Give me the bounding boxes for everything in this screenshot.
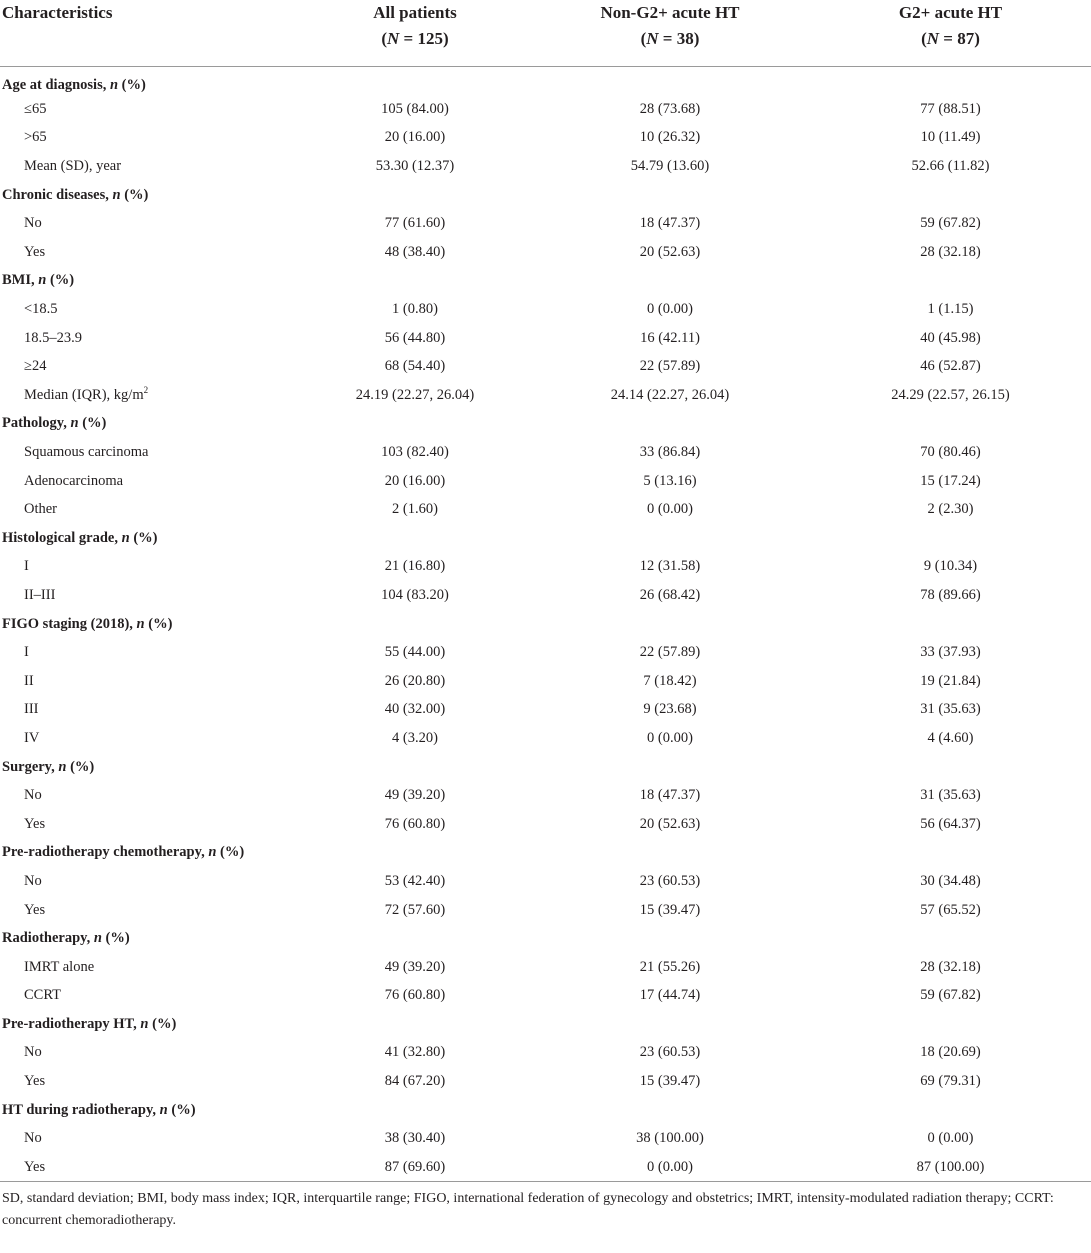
value-cell: 38 (100.00) xyxy=(636,1130,704,1147)
empty-cell xyxy=(810,839,1091,868)
section-row xyxy=(0,267,1091,296)
empty-cell xyxy=(530,67,810,96)
empty-cell xyxy=(810,410,1091,439)
value-cell: 87 (100.00) xyxy=(916,1158,985,1175)
section-heading: Radiotherapy, n (%) xyxy=(2,930,130,947)
section-row xyxy=(0,524,1091,553)
empty-cell xyxy=(300,181,530,210)
empty-cell xyxy=(530,410,810,439)
empty-cell xyxy=(810,524,1091,553)
value-cell: 19 (21.84) xyxy=(920,672,981,689)
table-row xyxy=(0,953,1091,982)
empty-cell xyxy=(530,610,810,639)
value-cell: 33 (37.93) xyxy=(920,644,981,661)
section-row xyxy=(0,924,1091,953)
section-heading: Pathology, n (%) xyxy=(2,415,107,432)
value-cell: 18 (47.37) xyxy=(639,215,701,232)
empty-cell xyxy=(810,1096,1091,1125)
value-cell: 76 (60.80) xyxy=(384,987,446,1004)
row-label: CCRT xyxy=(24,987,62,1004)
section-row xyxy=(0,67,1091,96)
empty-cell xyxy=(530,524,810,553)
empty-cell xyxy=(300,610,530,639)
row-label: Yes xyxy=(24,243,46,260)
row-label: No xyxy=(24,787,42,804)
header-characteristics: Characteristics xyxy=(2,3,113,22)
row-label: ≤65 xyxy=(24,100,47,117)
table-row xyxy=(0,209,1091,238)
header-n: (N = 125) xyxy=(381,29,449,48)
empty-cell xyxy=(810,753,1091,782)
header-g2-acute-ht xyxy=(810,0,1091,67)
value-cell: 54.79 (13.60) xyxy=(630,158,710,175)
table-row xyxy=(0,867,1091,896)
empty-cell xyxy=(300,1010,530,1039)
value-cell: 21 (16.80) xyxy=(384,558,446,575)
table-row xyxy=(0,467,1091,496)
value-cell: 20 (16.00) xyxy=(384,472,446,489)
empty-cell xyxy=(300,267,530,296)
value-cell: 26 (20.80) xyxy=(384,672,446,689)
value-cell: 4 (3.20) xyxy=(392,729,438,746)
section-row xyxy=(0,1096,1091,1125)
value-cell: 15 (17.24) xyxy=(920,472,981,489)
value-cell: 30 (34.48) xyxy=(920,872,981,889)
section-heading: Histological grade, n (%) xyxy=(2,529,158,546)
value-cell: 103 (82.40) xyxy=(381,444,449,461)
value-cell: 20 (52.63) xyxy=(639,243,701,260)
value-cell: 76 (60.80) xyxy=(384,815,446,832)
value-cell: 2 (2.30) xyxy=(927,501,974,518)
row-label: III xyxy=(24,701,39,718)
value-cell: 18 (20.69) xyxy=(920,1044,981,1061)
row-label: I xyxy=(24,558,29,575)
empty-cell xyxy=(530,267,810,296)
section-row xyxy=(0,839,1091,868)
value-cell: 28 (32.18) xyxy=(920,958,981,975)
table-row xyxy=(0,638,1091,667)
row-label: I xyxy=(24,644,29,661)
row-label: No xyxy=(24,1130,42,1147)
row-label: No xyxy=(24,1044,42,1061)
table-row xyxy=(0,324,1091,353)
value-cell: 5 (13.16) xyxy=(643,472,697,489)
table-row xyxy=(0,896,1091,925)
value-cell: 20 (52.63) xyxy=(639,815,701,832)
empty-cell xyxy=(810,610,1091,639)
header-title: All patients xyxy=(373,3,457,22)
table-row xyxy=(0,438,1091,467)
table-row xyxy=(0,352,1091,381)
empty-cell xyxy=(530,181,810,210)
value-cell: 31 (35.63) xyxy=(920,701,981,718)
value-cell: 59 (67.82) xyxy=(920,215,981,232)
empty-cell xyxy=(530,1010,810,1039)
value-cell: 84 (67.20) xyxy=(384,1073,446,1090)
value-cell: 56 (64.37) xyxy=(920,815,981,832)
value-cell: 104 (83.20) xyxy=(381,586,449,603)
table-row xyxy=(0,667,1091,696)
table-row xyxy=(0,982,1091,1011)
empty-cell xyxy=(810,1010,1091,1039)
table-row xyxy=(0,495,1091,524)
empty-cell xyxy=(300,524,530,553)
row-label: II–III xyxy=(24,586,56,603)
value-cell: 23 (60.53) xyxy=(639,1044,701,1061)
value-cell: 24.29 (22.57, 26.15) xyxy=(891,386,1010,403)
empty-cell xyxy=(810,67,1091,96)
value-cell: 41 (32.80) xyxy=(384,1044,446,1061)
empty-cell xyxy=(300,839,530,868)
row-label: Mean (SD), year xyxy=(24,158,122,175)
row-label: II xyxy=(24,672,34,689)
value-cell: 9 (10.34) xyxy=(923,558,978,575)
table-header xyxy=(0,0,1091,67)
value-cell: 0 (0.00) xyxy=(647,301,693,318)
value-cell: 0 (0.00) xyxy=(647,501,693,518)
value-cell: 16 (42.11) xyxy=(640,329,700,346)
section-row xyxy=(0,610,1091,639)
section-heading: FIGO staging (2018), n (%) xyxy=(2,615,173,632)
empty-cell xyxy=(300,410,530,439)
row-label: Yes xyxy=(24,1158,46,1175)
value-cell: 70 (80.46) xyxy=(920,444,981,461)
value-cell: 46 (52.87) xyxy=(920,358,981,375)
section-heading: HT during radiotherapy, n (%) xyxy=(2,1101,196,1118)
value-cell: 105 (84.00) xyxy=(381,100,449,117)
row-label: No xyxy=(24,872,42,889)
value-cell: 77 (88.51) xyxy=(920,100,981,117)
row-label: IV xyxy=(24,729,40,746)
value-cell: 49 (39.20) xyxy=(384,958,446,975)
value-cell: 49 (39.20) xyxy=(384,787,446,804)
value-cell: 31 (35.63) xyxy=(920,787,981,804)
empty-cell xyxy=(810,924,1091,953)
value-cell: 52.66 (11.82) xyxy=(911,158,990,175)
value-cell: 40 (32.00) xyxy=(384,701,446,718)
row-label: IMRT alone xyxy=(24,958,95,975)
header-title: Non-G2+ acute HT xyxy=(600,3,740,22)
section-heading: Surgery, n (%) xyxy=(2,758,95,775)
header-n: (N = 87) xyxy=(921,29,980,48)
empty-cell xyxy=(300,924,530,953)
row-label: Median (IQR), $kg/m^2$ xyxy=(24,385,149,403)
table-row xyxy=(0,724,1091,753)
row-label: 18.5–23.9 xyxy=(24,329,82,346)
value-cell: 4 (4.60) xyxy=(927,729,974,746)
section-row xyxy=(0,1010,1091,1039)
value-cell: 78 (89.66) xyxy=(920,586,981,603)
value-cell: 28 (32.18) xyxy=(920,243,981,260)
value-cell: 0 (0.00) xyxy=(927,1130,974,1147)
value-cell: 23 (60.53) xyxy=(639,872,701,889)
section-heading: BMI, n (%) xyxy=(2,272,75,289)
row-label: Adenocarcinoma xyxy=(24,472,124,489)
section-heading: Chronic diseases, n (%) xyxy=(2,186,149,203)
table-row xyxy=(0,1124,1091,1153)
header-title: G2+ acute HT xyxy=(898,3,1003,22)
value-cell: 10 (11.49) xyxy=(920,129,981,146)
value-cell: 38 (30.40) xyxy=(384,1130,446,1147)
row-label: No xyxy=(24,215,42,232)
value-cell: 53.30 (12.37) xyxy=(375,158,455,175)
row-label: Squamous carcinoma xyxy=(24,444,149,461)
header-non-g2-acute-ht xyxy=(530,0,810,67)
table-row xyxy=(0,696,1091,725)
row-label: >65 xyxy=(24,129,47,146)
empty-cell xyxy=(530,839,810,868)
table-footnote: SD, standard deviation; BMI, body mass index; IQR, interquartile range; FIGO, international federation of gynecology and obstetrics; IMRT, intensity-modulated radiation therapy; CCRT: concurrent chemoradiotherapy. xyxy=(2,1191,1054,1229)
value-cell: 0 (0.00) xyxy=(647,729,693,746)
value-cell: 77 (61.60) xyxy=(384,215,446,232)
empty-cell xyxy=(300,67,530,96)
table-row xyxy=(0,1153,1091,1182)
value-cell: 2 (1.60) xyxy=(392,501,438,518)
table-row xyxy=(0,152,1091,181)
empty-cell xyxy=(810,181,1091,210)
value-cell: 24.14 (22.27, 26.04) xyxy=(610,386,730,403)
value-cell: 57 (65.52) xyxy=(920,901,981,918)
value-cell: 28 (73.68) xyxy=(639,100,701,117)
row-label: Yes xyxy=(24,815,46,832)
empty-cell xyxy=(300,753,530,782)
value-cell: 12 (31.58) xyxy=(639,558,701,575)
table-row xyxy=(0,238,1091,267)
value-cell: 55 (44.00) xyxy=(384,644,446,661)
section-heading: Age at diagnosis, n (%) xyxy=(2,76,146,93)
section-row xyxy=(0,753,1091,782)
value-cell: 69 (79.31) xyxy=(920,1073,981,1090)
value-cell: 22 (57.89) xyxy=(639,644,701,661)
table-row xyxy=(0,781,1091,810)
value-cell: 20 (16.00) xyxy=(384,129,446,146)
row-label: Other xyxy=(24,501,58,518)
section-row xyxy=(0,410,1091,439)
value-cell: 59 (67.82) xyxy=(920,987,981,1004)
value-cell: 1 (1.15) xyxy=(927,301,974,318)
table-body xyxy=(0,67,1091,1182)
table-row xyxy=(0,810,1091,839)
value-cell: 15 (39.47) xyxy=(639,901,701,918)
value-cell: 33 (86.84) xyxy=(639,444,701,461)
table-row xyxy=(0,1067,1091,1096)
value-cell: 15 (39.47) xyxy=(639,1073,701,1090)
value-cell: 10 (26.32) xyxy=(639,129,701,146)
empty-cell xyxy=(530,1096,810,1125)
value-cell: 87 (69.60) xyxy=(384,1158,446,1175)
section-heading: Pre-radiotherapy chemotherapy, n (%) xyxy=(2,844,245,861)
value-cell: 56 (44.80) xyxy=(384,329,446,346)
row-label: ≥24 xyxy=(24,358,47,375)
empty-cell xyxy=(300,1096,530,1125)
section-heading: Pre-radiotherapy HT, n (%) xyxy=(2,1015,177,1032)
empty-cell xyxy=(530,753,810,782)
empty-cell xyxy=(530,924,810,953)
table-row xyxy=(0,581,1091,610)
header-n: (N = 38) xyxy=(640,29,700,48)
row-label: Yes xyxy=(24,901,46,918)
value-cell: 21 (55.26) xyxy=(639,958,701,975)
table-row xyxy=(0,553,1091,582)
value-cell: 68 (54.40) xyxy=(384,358,446,375)
table-row xyxy=(0,1039,1091,1068)
empty-cell xyxy=(810,267,1091,296)
value-cell: 72 (57.60) xyxy=(384,901,446,918)
value-cell: 9 (23.68) xyxy=(643,701,697,718)
value-cell: 22 (57.89) xyxy=(639,358,701,375)
value-cell: 48 (38.40) xyxy=(384,243,446,260)
table-row xyxy=(0,381,1091,410)
value-cell: 53 (42.40) xyxy=(384,872,446,889)
value-cell: 18 (47.37) xyxy=(639,787,701,804)
value-cell: 7 (18.42) xyxy=(643,672,697,689)
value-cell: 40 (45.98) xyxy=(920,329,981,346)
value-cell: 26 (68.42) xyxy=(639,586,701,603)
value-cell: 1 (0.80) xyxy=(392,301,438,318)
section-row xyxy=(0,181,1091,210)
table-row xyxy=(0,124,1091,153)
value-cell: 17 (44.74) xyxy=(639,987,701,1004)
row-label: <18.5 xyxy=(24,301,58,318)
table-row xyxy=(0,295,1091,324)
table-row xyxy=(0,95,1091,124)
value-cell: 24.19 (22.27, 26.04) xyxy=(355,386,475,403)
value-cell: 0 (0.00) xyxy=(647,1158,693,1175)
header-all-patients xyxy=(300,0,530,67)
row-label: Yes xyxy=(24,1073,46,1090)
